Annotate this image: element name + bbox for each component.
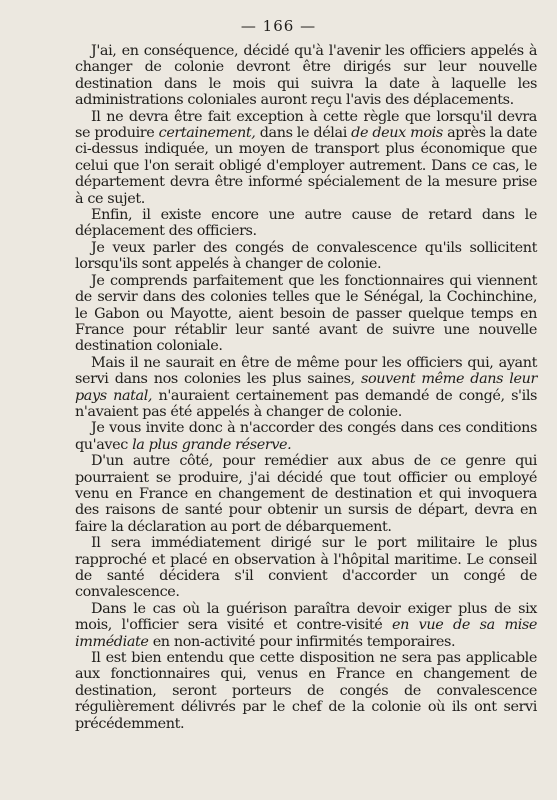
text-run: Dans le cas où la guérison paraîtra devoir exiger plus de six mois, l'officier sera visité et contre-visité bbox=[75, 600, 537, 634]
paragraph bbox=[75, 207, 537, 240]
text-run: Je comprends parfaitement que les fonctionnaires qui viennent de servir dans des colonies telles que le Sénégal, la Cochinchine, le Gabon ou Mayotte, aient besoin de passer quelque temps en France pour rétablir leur santé avant de suivre une nouvelle destination coloniale. bbox=[75, 272, 537, 355]
text-run: Je vous invite donc à n'accorder des congés dans ces conditions qu'avec bbox=[75, 420, 537, 453]
paragraph bbox=[75, 109, 537, 207]
text-run: Enfin, il existe encore une autre cause de retard dans le déplacement des officiers. bbox=[75, 207, 537, 240]
text-run: D'un autre côté, pour remédier aux abus de ce genre qui pourraient se produire, j'ai décidé que tout officier ou employé venu en France en changement de destination et qui invoquera des raisons de santé pour obtenir un sursis de départ, devra en faire la déclaration au port de débarquement. bbox=[75, 453, 537, 535]
paragraph bbox=[75, 601, 537, 650]
italic-text: souvent même dans leur pays natal, bbox=[75, 371, 537, 404]
paragraph bbox=[75, 43, 537, 109]
text-run: Je veux parler des congés de convalescence qu'ils sollicitent lorsqu'ils sont appelés à changer de colonie. bbox=[75, 239, 537, 273]
paragraph bbox=[75, 355, 537, 421]
text-run: Mais il ne saurait en être de même pour les officiers qui, ayant servi dans nos colonies les plus saines, bbox=[75, 354, 537, 388]
page-number: — 166 — bbox=[240, 17, 317, 35]
paragraph bbox=[75, 535, 537, 601]
paragraph bbox=[75, 453, 537, 535]
text-run: Il sera immédiatement dirigé sur le port militaire le plus rapproché et placé en observation à l'hôpital maritime. Le conseil de santé décidera s'il convient d'accorder un congé de convalescence. bbox=[75, 535, 537, 601]
paragraph bbox=[75, 273, 537, 355]
paragraph bbox=[75, 420, 537, 453]
italic-text: la plus grande réserve. bbox=[132, 436, 292, 453]
text-run: J'ai, en conséquence, décidé qu'à l'avenir les officiers appelés à changer de colonie devront être dirigés sur leur nouvelle destination dans le mois qui suivra la date à laquelle les administrations coloniales auront reçu l'avis des déplacements. bbox=[75, 43, 537, 109]
text-run: dans le délai bbox=[255, 125, 352, 142]
italic-text: en vue de sa mise immédiate bbox=[75, 617, 537, 650]
italic-text: de deux mois bbox=[351, 125, 443, 142]
text-run: après la date ci-dessus indiquée, un moyen de transport plus économique que celui que l'on serait obligé d'employer autrement. Dans ce cas, le département devra être informé spécialement de la mesure prise à ce sujet. bbox=[75, 125, 538, 207]
paragraph bbox=[75, 650, 537, 732]
text-run: en non-activité pour infirmités temporaires. bbox=[148, 633, 456, 650]
paragraph bbox=[75, 240, 537, 273]
italic-text: certainement, bbox=[158, 125, 256, 142]
text-run: Il est bien entendu que cette disposition ne sera pas applicable aux fonctionnaires qui, venus en France en changement de destination, seront porteurs de congés de convalescence régulièrement délivrés par le chef de la colonie où ils ont servi précédemment. bbox=[75, 650, 537, 732]
body-text bbox=[75, 43, 537, 732]
text-run: Il ne devra être fait exception à cette règle que lorsqu'il devra se produire bbox=[75, 108, 537, 142]
text-run: n'auraient certainement pas demandé de congé, s'ils n'avaient pas été appelés à changer de colonie. bbox=[75, 387, 538, 420]
